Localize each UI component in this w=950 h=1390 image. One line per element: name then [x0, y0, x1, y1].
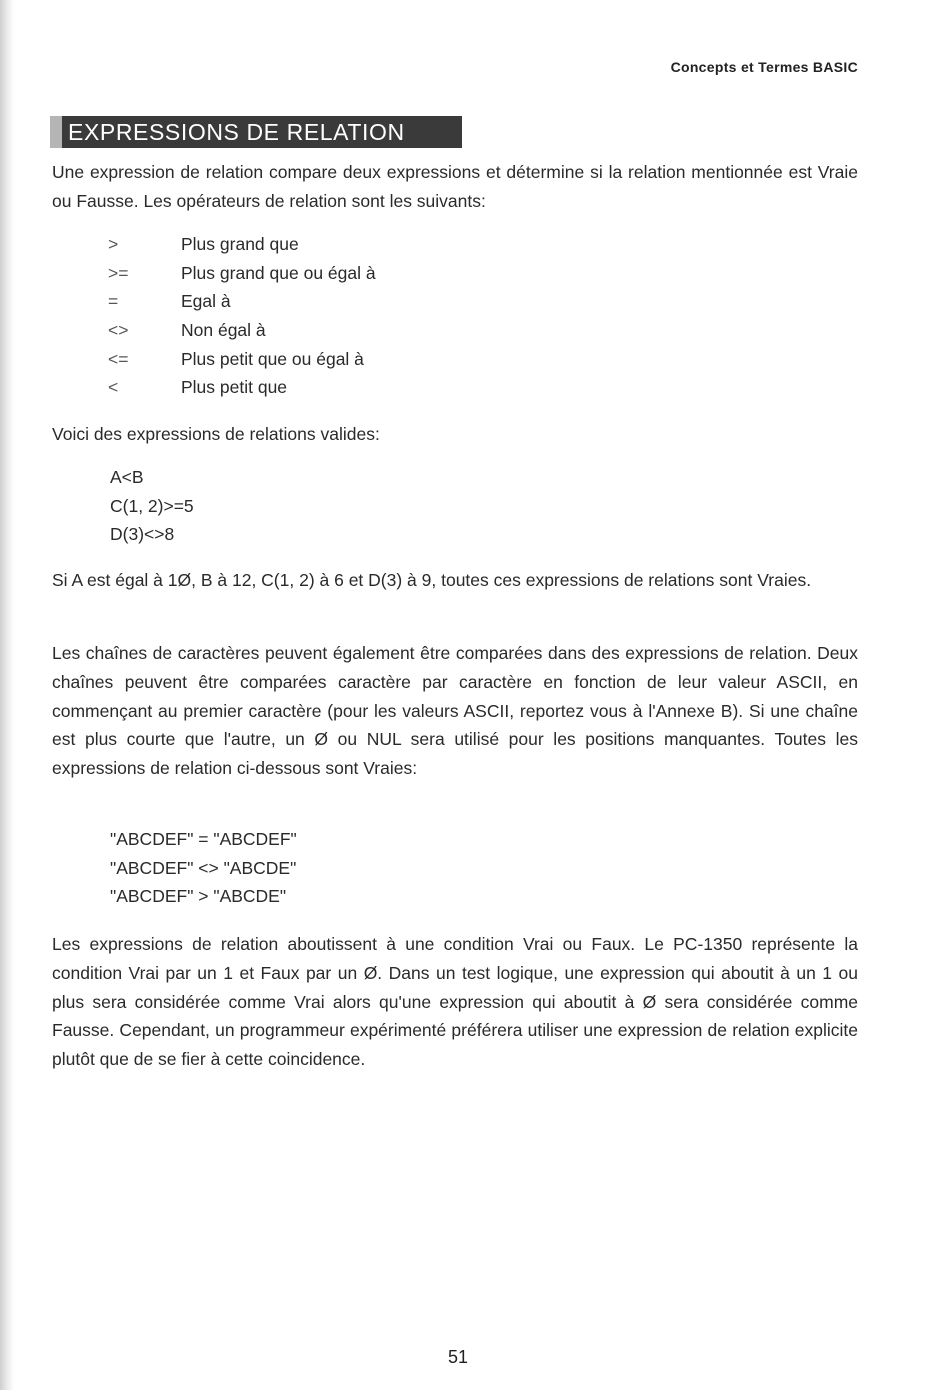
code-example: "ABCDEF" > "ABCDE": [110, 886, 287, 906]
operator-symbol: >=: [108, 262, 129, 283]
code-example: A<B: [110, 467, 144, 487]
code-example: D(3)<>8: [110, 524, 175, 544]
operator-row: [108, 345, 376, 374]
operator-meaning: Non égal à: [181, 320, 266, 341]
operator-row: [108, 287, 376, 316]
operator-list: [108, 230, 376, 402]
operator-symbol: <>: [108, 320, 129, 341]
string-example-list: [110, 825, 297, 911]
operator-symbol: <=: [108, 348, 129, 369]
operator-row: [108, 230, 376, 259]
operator-symbol: <: [108, 377, 119, 398]
page-number: 51: [448, 1347, 469, 1367]
operator-row: [108, 316, 376, 345]
code-example: "ABCDEF" <> "ABCDE": [110, 857, 297, 878]
numeric-example-list: [110, 463, 194, 549]
section-title: EXPRESSIONS DE RELATION: [50, 116, 462, 148]
code-example: "ABCDEF" = "ABCDEF": [110, 829, 297, 849]
operator-symbol: >: [108, 234, 119, 254]
operator-symbol: =: [108, 291, 119, 312]
valid-expressions-intro: Voici des expressions de relations valides:: [52, 424, 380, 444]
operator-row: [108, 259, 376, 288]
operator-meaning: Egal à: [181, 291, 231, 312]
operator-row: [108, 373, 376, 402]
operator-meaning: Plus grand que: [181, 234, 299, 254]
conclusion-paragraph: Les expressions de relation aboutissent à une condition Vrai ou Faux. Le PC-1350 représente la condition Vrai par un 1 et Faux par un Ø. Dans un test logique, une expression qui aboutit à un 1 ou plus sera considérée comme Vrai alors qu'une expression qui aboutit à Ø sera considérée comme Fausse. Cependant, un programmeur expérimenté préférera utiliser une expression de relation explicite plutôt que de se fier à cette coincidence.: [52, 934, 858, 1070]
operator-meaning: Plus petit que ou égal à: [181, 348, 364, 369]
page-edge-shadow: [0, 0, 14, 1390]
code-example: C(1, 2)>=5: [110, 495, 194, 516]
string-comparison-paragraph: Les chaînes de caractères peuvent également être comparées dans des expressions de relation. Deux chaînes peuvent être comparées caractère par caractère en fonction de leur valeur ASCII, en commençant au premier caractère (pour les valeurs ASCII, reportez vous à l'Annexe B). Si une chaîne est plus courte que l'autre, un Ø ou NUL sera utilisé pour les positions manquantes. Toutes les expressions de relation ci-dessous sont Vraies:: [52, 643, 858, 779]
example-values-paragraph: Si A est égal à 1Ø, B à 12, C(1, 2) à 6 et D(3) à 9, toutes ces expressions de relations sont Vraies.: [52, 570, 812, 590]
intro-paragraph: Une expression de relation compare deux expressions et détermine si la relation mentionnée est Vraie ou Fausse. Les opérateurs de relation sont les suivants:: [52, 162, 858, 211]
operator-meaning: Plus petit que: [181, 377, 288, 398]
running-header: Concepts et Termes BASIC: [670, 59, 858, 75]
operator-meaning: Plus grand que ou égal à: [181, 262, 376, 283]
